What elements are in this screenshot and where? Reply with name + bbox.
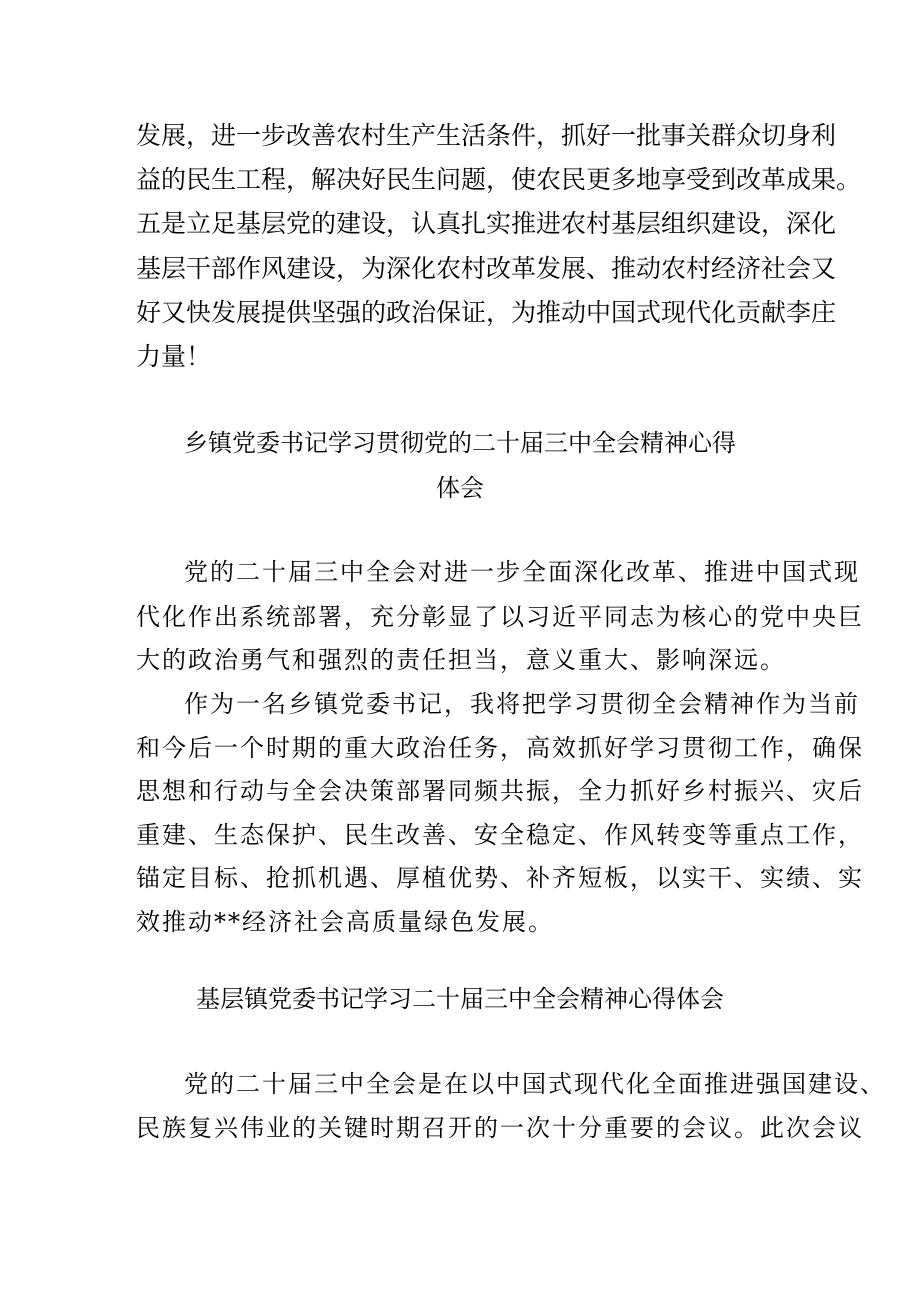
text-line: 好又快发展提供坚强的政治保证，为推动中国式现代化贡献李庄 xyxy=(136,298,837,327)
text-line: 发展，进一步改善农村生产生活条件，抓好一批事关群众切身利 xyxy=(136,121,837,150)
text-line: 党的二十届三中全会是在以中国式现代化全面推进强国建设、 xyxy=(184,1070,886,1098)
text-line: 效推动**经济社会高质量绿色发展。 xyxy=(136,908,554,936)
text-line: 思想和行动与全会决策部署同频共振，全力抓好乡村振兴、灾后 xyxy=(136,777,864,805)
text-line: 和今后一个时期的重大政治任务，高效抓好学习贯彻工作，确保 xyxy=(136,734,864,762)
text-line: 益的民生工程，解决好民生问题，使农民更多地享受到改革成果。 xyxy=(136,165,862,194)
text-line: 大的政治勇气和强烈的责任担当，意义重大、影响深远。 xyxy=(136,646,786,674)
text-line: 力量！ xyxy=(136,342,212,371)
text-line: 基层干部作风建设，为深化农村改革发展、推动农村经济社会又 xyxy=(136,254,837,283)
text-line: 重建、生态保护、民生改善、安全稳定、作风转变等重点工作， xyxy=(136,821,864,849)
text-line: 民族复兴伟业的关键时期召开的一次十分重要的会议。此次会议 xyxy=(136,1114,864,1142)
text-line: 党的二十届三中全会对进一步全面深化改革、推进中国式现 xyxy=(184,558,860,586)
article-title-line: 乡镇党委书记学习贯彻党的二十届三中全会精神心得 xyxy=(184,429,736,457)
article-2-title: 基层镇党委书记学习二十届三中全会精神心得体会 xyxy=(196,985,724,1013)
text-line: 作为一名乡镇党委书记，我将把学习贯彻全会精神作为当前 xyxy=(184,690,860,718)
article-title-line: 体会 xyxy=(436,474,484,502)
text-line: 五是立足基层党的建设，认真扎实推进农村基层组织建设，深化 xyxy=(136,209,837,238)
text-line: 代化作出系统部署，充分彰显了以习近平同志为核心的党中央巨 xyxy=(136,603,864,631)
text-line: 锚定目标、抢抓机遇、厚植优势、补齐短板，以实干、实绩、实 xyxy=(136,864,864,892)
